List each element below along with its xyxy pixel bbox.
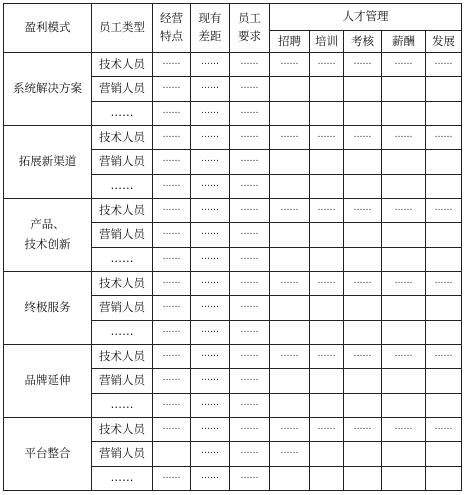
empty-cell xyxy=(153,442,191,466)
table-row xyxy=(4,271,462,295)
placeholder-cell: …… xyxy=(191,125,230,149)
placeholder-cell: …… xyxy=(191,174,230,198)
placeholder-cell: …… xyxy=(153,296,191,320)
empty-cell xyxy=(426,223,462,247)
placeholder-cell: …… xyxy=(191,247,230,271)
empty-cell xyxy=(426,296,462,320)
employee-type-cell: 技术人员 xyxy=(92,271,153,295)
placeholder-cell: …… xyxy=(344,198,382,222)
empty-cell xyxy=(270,393,310,417)
empty-cell xyxy=(310,320,344,344)
placeholder-cell: …… xyxy=(310,271,344,295)
placeholder-cell: …… xyxy=(230,150,270,174)
employee-type-cell: 营销人员 xyxy=(92,150,153,174)
placeholder-cell: …… xyxy=(153,320,191,344)
placeholder-cell: …… xyxy=(230,247,270,271)
empty-cell xyxy=(382,101,426,125)
employee-type-cell: …… xyxy=(92,247,153,271)
placeholder-cell: …… xyxy=(230,101,270,125)
table-row xyxy=(4,198,462,222)
placeholder-cell: …… xyxy=(344,271,382,295)
placeholder-cell: …… xyxy=(191,223,230,247)
placeholder-cell: …… xyxy=(191,77,230,101)
table-row xyxy=(4,125,462,149)
placeholder-cell: …… xyxy=(230,442,270,466)
empty-cell xyxy=(270,174,310,198)
profit-mode-cell: 品牌延伸 xyxy=(4,344,92,417)
empty-cell xyxy=(310,150,344,174)
header-training: 培训 xyxy=(310,31,344,53)
empty-cell xyxy=(426,77,462,101)
empty-cell xyxy=(270,369,310,393)
empty-cell xyxy=(310,77,344,101)
placeholder-cell: …… xyxy=(310,417,344,441)
employee-type-cell: …… xyxy=(92,174,153,198)
empty-cell xyxy=(344,466,382,490)
placeholder-cell: …… xyxy=(191,101,230,125)
placeholder-cell: …… xyxy=(153,247,191,271)
empty-cell xyxy=(344,150,382,174)
placeholder-cell: …… xyxy=(344,417,382,441)
profit-mode-cell: 系统解决方案 xyxy=(4,53,92,126)
placeholder-cell: …… xyxy=(270,344,310,368)
employee-type-cell: 技术人员 xyxy=(92,417,153,441)
empty-cell xyxy=(310,393,344,417)
empty-cell xyxy=(310,442,344,466)
empty-cell xyxy=(426,174,462,198)
empty-cell xyxy=(382,150,426,174)
employee-type-cell: 营销人员 xyxy=(92,369,153,393)
placeholder-cell: …… xyxy=(230,198,270,222)
empty-cell xyxy=(426,320,462,344)
placeholder-cell: …… xyxy=(191,320,230,344)
placeholder-cell: …… xyxy=(230,320,270,344)
empty-cell xyxy=(270,150,310,174)
empty-cell xyxy=(310,223,344,247)
empty-cell xyxy=(382,369,426,393)
employee-type-cell: 技术人员 xyxy=(92,344,153,368)
placeholder-cell: …… xyxy=(270,417,310,441)
placeholder-cell: …… xyxy=(270,53,310,77)
empty-cell xyxy=(382,442,426,466)
empty-cell xyxy=(344,393,382,417)
header-compensation: 薪酬 xyxy=(382,31,426,53)
placeholder-cell: …… xyxy=(426,271,462,295)
empty-cell xyxy=(270,101,310,125)
empty-cell xyxy=(382,174,426,198)
empty-cell xyxy=(382,77,426,101)
empty-cell xyxy=(426,247,462,271)
placeholder-cell: …… xyxy=(230,53,270,77)
placeholder-cell: …… xyxy=(191,271,230,295)
placeholder-cell: …… xyxy=(153,174,191,198)
placeholder-cell: …… xyxy=(270,442,310,466)
empty-cell xyxy=(382,223,426,247)
table-body xyxy=(4,53,462,491)
empty-cell xyxy=(426,369,462,393)
placeholder-cell: …… xyxy=(310,53,344,77)
employee-type-cell: 营销人员 xyxy=(92,223,153,247)
placeholder-cell: …… xyxy=(230,344,270,368)
placeholder-cell: …… xyxy=(191,442,230,466)
profit-mode-talent-table xyxy=(3,3,461,491)
placeholder-cell: …… xyxy=(310,344,344,368)
header-development: 发展 xyxy=(426,31,462,53)
profit-mode-cell: 平台整合 xyxy=(4,417,92,490)
empty-cell xyxy=(344,296,382,320)
empty-cell xyxy=(344,320,382,344)
empty-cell xyxy=(344,247,382,271)
empty-cell xyxy=(426,393,462,417)
placeholder-cell: …… xyxy=(310,125,344,149)
placeholder-cell: …… xyxy=(153,466,191,490)
placeholder-cell: …… xyxy=(382,198,426,222)
empty-cell xyxy=(270,223,310,247)
placeholder-cell: …… xyxy=(153,393,191,417)
employee-type-cell: 营销人员 xyxy=(92,77,153,101)
employee-type-cell: …… xyxy=(92,466,153,490)
placeholder-cell: …… xyxy=(153,125,191,149)
placeholder-cell: …… xyxy=(153,417,191,441)
placeholder-cell: …… xyxy=(230,77,270,101)
placeholder-cell: …… xyxy=(153,53,191,77)
empty-cell xyxy=(270,247,310,271)
employee-type-cell: 技术人员 xyxy=(92,198,153,222)
placeholder-cell: …… xyxy=(230,125,270,149)
profit-mode-cell: 产品、 技术创新 xyxy=(4,198,92,271)
placeholder-cell: …… xyxy=(344,344,382,368)
placeholder-cell: …… xyxy=(153,150,191,174)
placeholder-cell: …… xyxy=(191,466,230,490)
empty-cell xyxy=(344,77,382,101)
table-row xyxy=(4,417,462,441)
empty-cell xyxy=(426,101,462,125)
header-business-features: 经营 特点 xyxy=(153,4,191,53)
placeholder-cell: …… xyxy=(426,53,462,77)
empty-cell xyxy=(344,223,382,247)
placeholder-cell: …… xyxy=(191,417,230,441)
empty-cell xyxy=(270,466,310,490)
header-talent-management: 人才管理 xyxy=(270,4,462,31)
employee-type-cell: 营销人员 xyxy=(92,296,153,320)
empty-cell xyxy=(382,320,426,344)
empty-cell xyxy=(310,466,344,490)
placeholder-cell: …… xyxy=(191,296,230,320)
placeholder-cell: …… xyxy=(426,198,462,222)
empty-cell xyxy=(310,369,344,393)
employee-type-cell: …… xyxy=(92,393,153,417)
header-employee-type: 员工类型 xyxy=(92,4,153,53)
empty-cell xyxy=(270,77,310,101)
placeholder-cell: …… xyxy=(310,198,344,222)
placeholder-cell: …… xyxy=(153,223,191,247)
placeholder-cell: …… xyxy=(153,77,191,101)
empty-cell xyxy=(382,247,426,271)
placeholder-cell: …… xyxy=(153,344,191,368)
placeholder-cell: …… xyxy=(230,223,270,247)
placeholder-cell: …… xyxy=(382,344,426,368)
placeholder-cell: …… xyxy=(230,174,270,198)
placeholder-cell: …… xyxy=(191,198,230,222)
placeholder-cell: …… xyxy=(270,198,310,222)
empty-cell xyxy=(426,466,462,490)
placeholder-cell: …… xyxy=(344,125,382,149)
placeholder-cell: …… xyxy=(382,125,426,149)
placeholder-cell: …… xyxy=(191,150,230,174)
placeholder-cell: …… xyxy=(270,125,310,149)
placeholder-cell: …… xyxy=(230,271,270,295)
empty-cell xyxy=(344,174,382,198)
data-table xyxy=(3,3,462,491)
header-assessment: 考核 xyxy=(344,31,382,53)
placeholder-cell: …… xyxy=(382,53,426,77)
header-current-gap: 现有 差距 xyxy=(191,4,230,53)
employee-type-cell: 技术人员 xyxy=(92,53,153,77)
profit-mode-cell: 终极服务 xyxy=(4,271,92,344)
empty-cell xyxy=(382,393,426,417)
placeholder-cell: …… xyxy=(230,296,270,320)
header-employee-requirements: 员工 要求 xyxy=(230,4,270,53)
employee-type-cell: …… xyxy=(92,101,153,125)
placeholder-cell: …… xyxy=(230,393,270,417)
placeholder-cell: …… xyxy=(426,344,462,368)
empty-cell xyxy=(382,466,426,490)
profit-mode-cell: 拓展新渠道 xyxy=(4,125,92,198)
empty-cell xyxy=(426,442,462,466)
placeholder-cell: …… xyxy=(344,53,382,77)
placeholder-cell: …… xyxy=(382,417,426,441)
empty-cell xyxy=(310,296,344,320)
empty-cell xyxy=(310,247,344,271)
header-recruitment: 招聘 xyxy=(270,31,310,53)
empty-cell xyxy=(426,150,462,174)
header-profit-mode: 盈利模式 xyxy=(4,4,92,53)
empty-cell xyxy=(310,174,344,198)
empty-cell xyxy=(344,442,382,466)
empty-cell xyxy=(344,369,382,393)
empty-cell xyxy=(310,101,344,125)
placeholder-cell: …… xyxy=(191,344,230,368)
empty-cell xyxy=(270,296,310,320)
employee-type-cell: 营销人员 xyxy=(92,442,153,466)
placeholder-cell: …… xyxy=(191,369,230,393)
placeholder-cell: …… xyxy=(230,417,270,441)
placeholder-cell: …… xyxy=(153,101,191,125)
empty-cell xyxy=(344,101,382,125)
employee-type-cell: …… xyxy=(92,320,153,344)
placeholder-cell: …… xyxy=(153,271,191,295)
placeholder-cell: …… xyxy=(230,466,270,490)
placeholder-cell: …… xyxy=(191,53,230,77)
table-row xyxy=(4,344,462,368)
table-row xyxy=(4,53,462,77)
placeholder-cell: …… xyxy=(426,125,462,149)
empty-cell xyxy=(270,320,310,344)
placeholder-cell: …… xyxy=(153,369,191,393)
placeholder-cell: …… xyxy=(191,393,230,417)
placeholder-cell: …… xyxy=(382,271,426,295)
employee-type-cell: 技术人员 xyxy=(92,125,153,149)
placeholder-cell: …… xyxy=(426,417,462,441)
placeholder-cell: …… xyxy=(153,198,191,222)
empty-cell xyxy=(382,296,426,320)
placeholder-cell: …… xyxy=(270,271,310,295)
placeholder-cell: …… xyxy=(230,369,270,393)
